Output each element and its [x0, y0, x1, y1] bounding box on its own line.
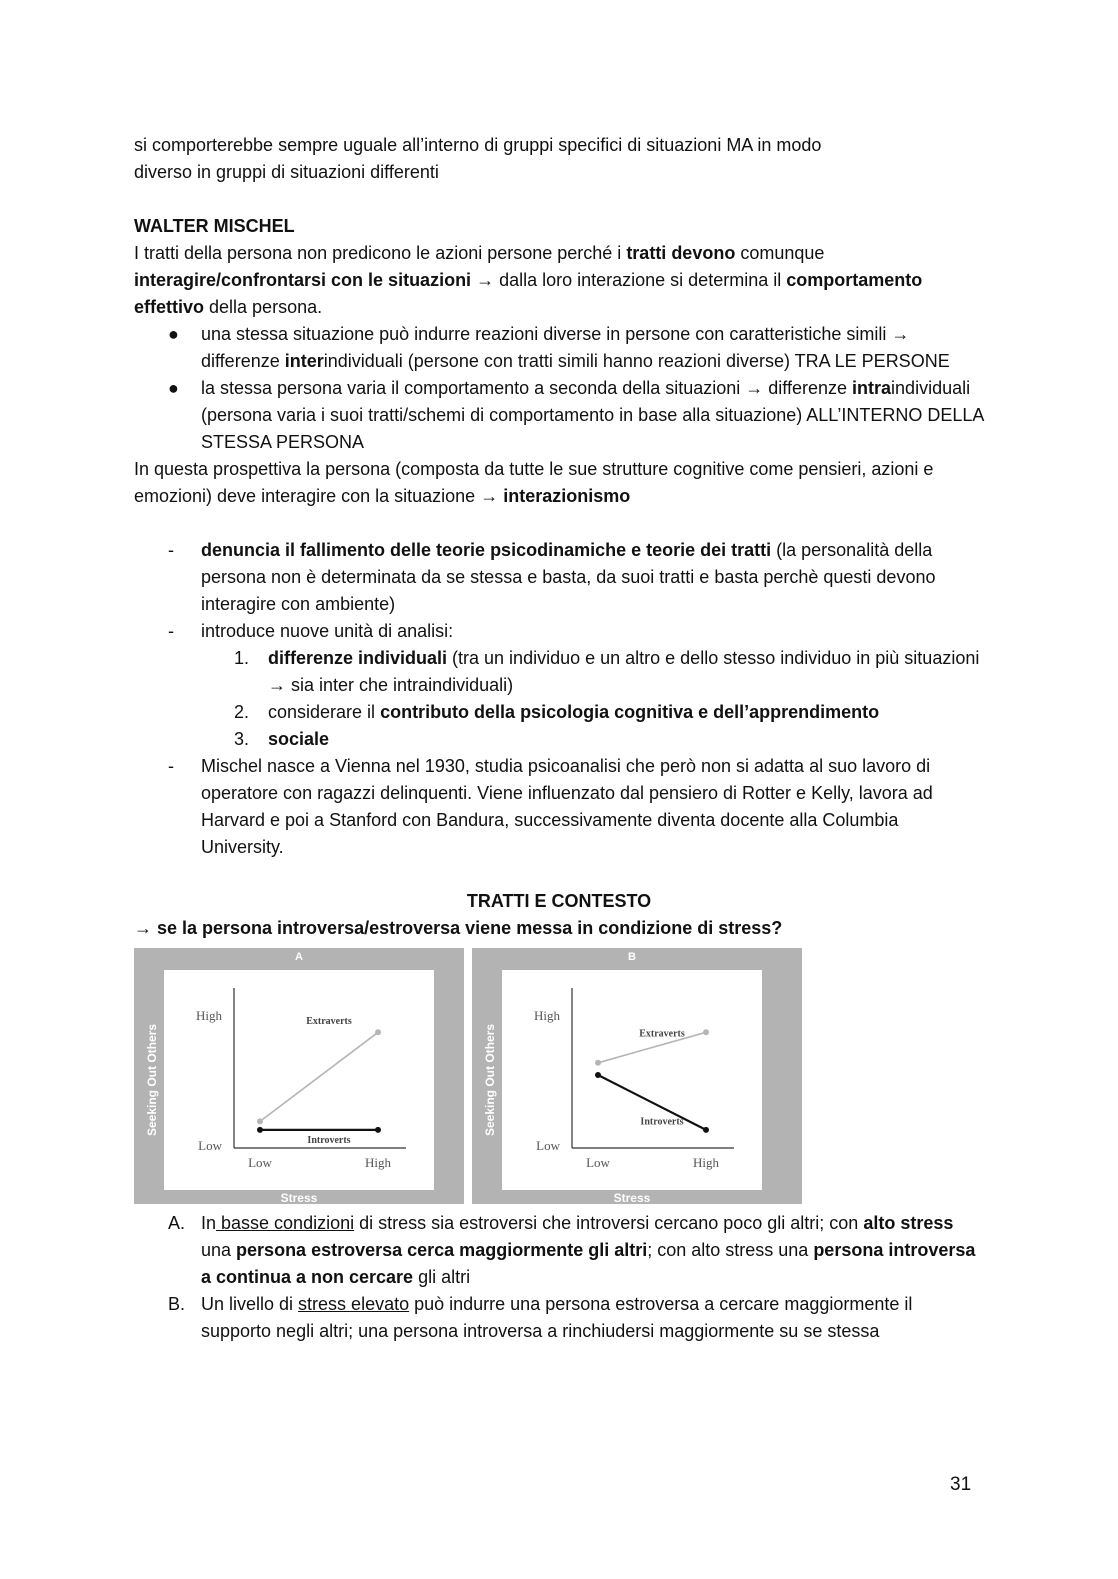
- plot-area: [164, 970, 434, 1190]
- list-item: - introduce nuove unità di analisi: 1. differenze individuali (tra un individuo e un altro e dello stesso individuo in più situazioni → sia inter che intraindividuali) 2. considerare il contributo della psicologia cognitiva e dell’apprendimento 3. sociale: [134, 618, 984, 753]
- list-item: 3. sociale: [234, 729, 330, 749]
- bullet-marker: ●: [168, 378, 179, 398]
- x-tick-label: High: [693, 1155, 719, 1170]
- x-axis-label: Stress: [280, 1191, 318, 1204]
- dash-marker: -: [168, 540, 174, 560]
- bullet-marker: ●: [168, 324, 179, 344]
- dash-marker: -: [168, 756, 174, 776]
- section-heading-mischel: WALTER MISCHEL: [134, 216, 295, 236]
- series-label: Introverts: [640, 1116, 684, 1128]
- list-item: 1. differenze individuali (tra un individuo e un altro e dello stesso individuo in più situazioni → sia inter che intraindividuali): [234, 648, 980, 695]
- chart-title: A: [295, 951, 303, 963]
- y-axis-label: Seeking Out Others: [145, 1023, 159, 1137]
- dash-marker: -: [168, 621, 174, 641]
- intro-line-1: si comporterebbe sempre uguale all’interno di gruppi specifici di situazioni MA in modo: [134, 135, 822, 155]
- chart-b: [472, 948, 802, 1204]
- page-number: 31: [950, 1474, 972, 1495]
- y-tick-label: High: [534, 1008, 560, 1023]
- intro-line-2: diverso in gruppi di situazioni differenti: [134, 162, 439, 182]
- y-axis-label: Seeking Out Others: [483, 1023, 497, 1137]
- chart-a-svg: [134, 948, 464, 1204]
- data-point: [257, 1127, 263, 1133]
- y-tick-label: High: [196, 1008, 222, 1023]
- list-item: ● una stessa situazione può indurre reazioni diverse in persone con caratteristiche simili → differenze interindividuali (persone con tratti simili hanno reazioni diverse) TRA LE PERSONE: [134, 321, 984, 375]
- bullet-list: [134, 321, 984, 456]
- data-point: [595, 1072, 601, 1078]
- list-item: - denuncia il fallimento delle teorie psicodinamiche e teorie dei tratti (la personalità della persona non è determinata da se stessa e basta, da suoi tratti e basta perchè questi devono interagire con ambiente): [134, 537, 984, 618]
- series-label: Extraverts: [639, 1028, 685, 1040]
- y-tick-label: Low: [536, 1138, 560, 1153]
- intro-paragraph: [134, 132, 984, 186]
- caption-a: A. In basse condizioni di stress sia estroversi che introversi cercano poco gli altri; con alto stress una persona estroversa cerca maggiormente gli altri; con alto stress una persona introversa a continua a non cercare gli altri: [168, 1213, 976, 1287]
- mischel-paragraph-1: I tratti della persona non predicono le azioni persone perché i tratti devono comunque interagire/confrontarsi con le situazioni → dalla loro interazione si determina il comportamento effettivo della persona.: [134, 243, 923, 317]
- list-item: 2. considerare il contributo della psicologia cognitiva e dell’apprendimento: [234, 702, 880, 722]
- mischel-paragraph-2: In questa prospettiva la persona (composta da tutte le sue strutture cognitive come pensieri, azioni e emozioni) deve interagire con la situazione → interazionismo: [134, 459, 934, 506]
- data-point: [375, 1127, 381, 1133]
- dash-list: [134, 537, 984, 861]
- x-tick-label: Low: [248, 1155, 272, 1170]
- x-tick-label: High: [365, 1155, 391, 1170]
- y-tick-label: Low: [198, 1138, 222, 1153]
- x-tick-label: Low: [586, 1155, 610, 1170]
- data-point: [703, 1029, 709, 1035]
- data-point: [703, 1127, 709, 1133]
- chart-b-svg: [472, 948, 792, 1204]
- document-page: [134, 132, 984, 1345]
- chart-a: [134, 948, 464, 1204]
- caption-list: [134, 1210, 984, 1345]
- data-point: [375, 1029, 381, 1035]
- chart-title: B: [628, 951, 636, 963]
- x-axis-label: Stress: [613, 1191, 651, 1204]
- charts-row: [134, 948, 984, 1204]
- numbered-list: [201, 645, 984, 753]
- list-item: - Mischel nasce a Vienna nel 1930, studia psicoanalisi che però non si adatta al suo lavoro di operatore con ragazzi delinquenti. Viene influenzato dal pensiero di Rotter e Kelly, lavora ad Harvard e poi a Stanford con Bandura, successivamente diventa docente alla Columbia University.: [134, 753, 984, 861]
- caption-b: B. Un livello di stress elevato può indurre una persona estroversa a cercare maggiormente il supporto negli altri; una persona introversa a rinchiudersi maggiormente su se stessa: [168, 1294, 913, 1341]
- data-point: [595, 1060, 601, 1066]
- section-heading-contesto: TRATTI E CONTESTO: [466, 891, 652, 911]
- list-item: ● la stessa persona varia il comportamento a seconda della situazioni → differenze intraindividuali (persona varia i suoi tratti/schemi di comportamento in base alla situazione) ALL’INTERNO DELLA STESSA PERSONA: [134, 375, 984, 456]
- data-point: [257, 1118, 263, 1124]
- plot-area: [502, 970, 762, 1190]
- series-label: Introverts: [307, 1134, 351, 1146]
- series-label: Extraverts: [306, 1016, 352, 1027]
- section-question: → se la persona introversa/estroversa viene messa in condizione di stress?: [134, 918, 783, 938]
